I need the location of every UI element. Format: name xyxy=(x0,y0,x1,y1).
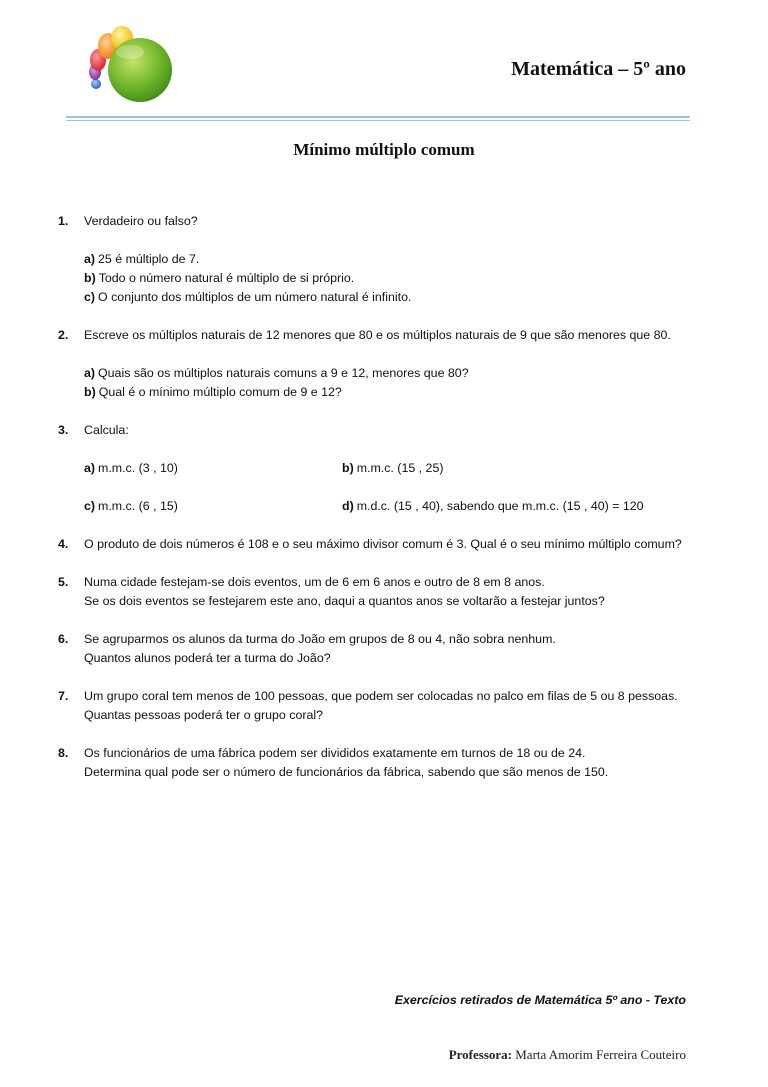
question-8 xyxy=(58,744,688,782)
header-rule-thin xyxy=(66,120,690,121)
question-5 xyxy=(58,573,688,611)
calc-item xyxy=(84,497,342,516)
document-title-text: Mínimo múltiplo comum xyxy=(293,140,475,159)
question-4 xyxy=(58,535,688,554)
sub-text: m.m.c. (6 , 15) xyxy=(98,499,178,513)
question-3 xyxy=(58,421,688,516)
source-credit: Exercícios retirados de Matemática 5º ano - Texto xyxy=(394,993,686,1007)
sub-text: Todo o número natural é múltiplo de si próprio. xyxy=(98,271,355,285)
question-line: Um grupo coral tem menos de 100 pessoas, que podem ser colocadas no palco em filas de 5 ou 8 pessoas. xyxy=(84,689,678,703)
question-line: Se agruparmos os alunos da turma do João em grupos de 8 ou 4, não sobra nenhum. xyxy=(84,632,556,646)
calc-item xyxy=(84,459,342,478)
sub-label: a) xyxy=(84,252,96,266)
sub-text: Qual é o mínimo múltiplo comum de 9 e 12? xyxy=(98,385,342,399)
colorful-petal-logo-icon xyxy=(84,26,180,108)
question-text: Verdadeiro ou falso? xyxy=(84,214,198,228)
calc-row xyxy=(84,459,688,478)
sub-label: b) xyxy=(342,461,354,475)
question-text: Escreve os múltiplos naturais de 12 menores que 80 e os múltiplos naturais de 9 que são menores que 80. xyxy=(84,328,671,342)
question-number: 4. xyxy=(58,537,69,551)
question-6 xyxy=(58,630,688,668)
teacher-name: Marta Amorim Ferreira Couteiro xyxy=(515,1047,686,1062)
sub-label: b) xyxy=(84,385,96,399)
sub-label: b) xyxy=(84,271,96,285)
teacher-credit xyxy=(449,1047,686,1063)
sub-item xyxy=(84,364,688,383)
question-7 xyxy=(58,687,688,725)
question-list xyxy=(58,212,688,801)
teacher-label: Professora: xyxy=(448,1047,512,1062)
calc-item xyxy=(342,497,688,516)
sub-items xyxy=(84,250,688,307)
sub-text: O conjunto dos múltiplos de um número natural é infinito. xyxy=(98,290,412,304)
sub-text: 25 é múltiplo de 7. xyxy=(98,252,200,266)
sub-item xyxy=(84,383,688,402)
sub-item xyxy=(84,288,688,307)
sub-item xyxy=(84,269,688,288)
question-1 xyxy=(58,212,688,307)
question-number: 5. xyxy=(58,575,69,589)
question-line: Os funcionários de uma fábrica podem ser divididos exatamente em turnos de 18 ou de 24. xyxy=(84,746,586,760)
sub-label: a) xyxy=(84,366,96,380)
question-number: 1. xyxy=(58,214,69,228)
question-line: Quantas pessoas poderá ter o grupo coral? xyxy=(84,708,324,722)
sub-label: d) xyxy=(342,499,354,513)
question-text: Calcula: xyxy=(84,423,129,437)
question-text: O produto de dois números é 108 e o seu máximo divisor comum é 3. Qual é o seu mínimo múltiplo comum? xyxy=(84,537,682,551)
sub-label: c) xyxy=(84,499,96,513)
calc-item xyxy=(342,459,688,478)
question-number: 2. xyxy=(58,328,69,342)
sub-label: c) xyxy=(84,290,96,304)
sub-item xyxy=(84,250,688,269)
question-line: Determina qual pode ser o número de funcionários da fábrica, sabendo que são menos de 150. xyxy=(84,765,609,779)
header-rule xyxy=(66,116,690,118)
sub-text: m.d.c. (15 , 40), sabendo que m.m.c. (15 , 40) = 120 xyxy=(356,499,644,513)
sub-text: m.m.c. (15 , 25) xyxy=(356,461,444,475)
question-number: 3. xyxy=(58,423,69,437)
question-line: Numa cidade festejam-se dois eventos, um de 6 em 6 anos e outro de 8 em 8 anos. xyxy=(84,575,545,589)
sub-label: a) xyxy=(84,461,96,475)
calc-row xyxy=(84,497,688,516)
question-number: 8. xyxy=(58,746,69,760)
header-title: Matemática – 5º ano xyxy=(511,58,686,80)
question-2 xyxy=(58,326,688,402)
document-title xyxy=(0,140,768,160)
question-line: Quantos alunos poderá ter a turma do João? xyxy=(84,651,331,665)
question-number: 6. xyxy=(58,632,69,646)
question-line: Se os dois eventos se festejarem este ano, daqui a quantos anos se voltarão a festejar juntos? xyxy=(84,594,605,608)
sub-text: Quais são os múltiplos naturais comuns a 9 e 12, menores que 80? xyxy=(98,366,469,380)
sub-items xyxy=(84,364,688,402)
question-number: 7. xyxy=(58,689,69,703)
sub-text: m.m.c. (3 , 10) xyxy=(98,461,178,475)
